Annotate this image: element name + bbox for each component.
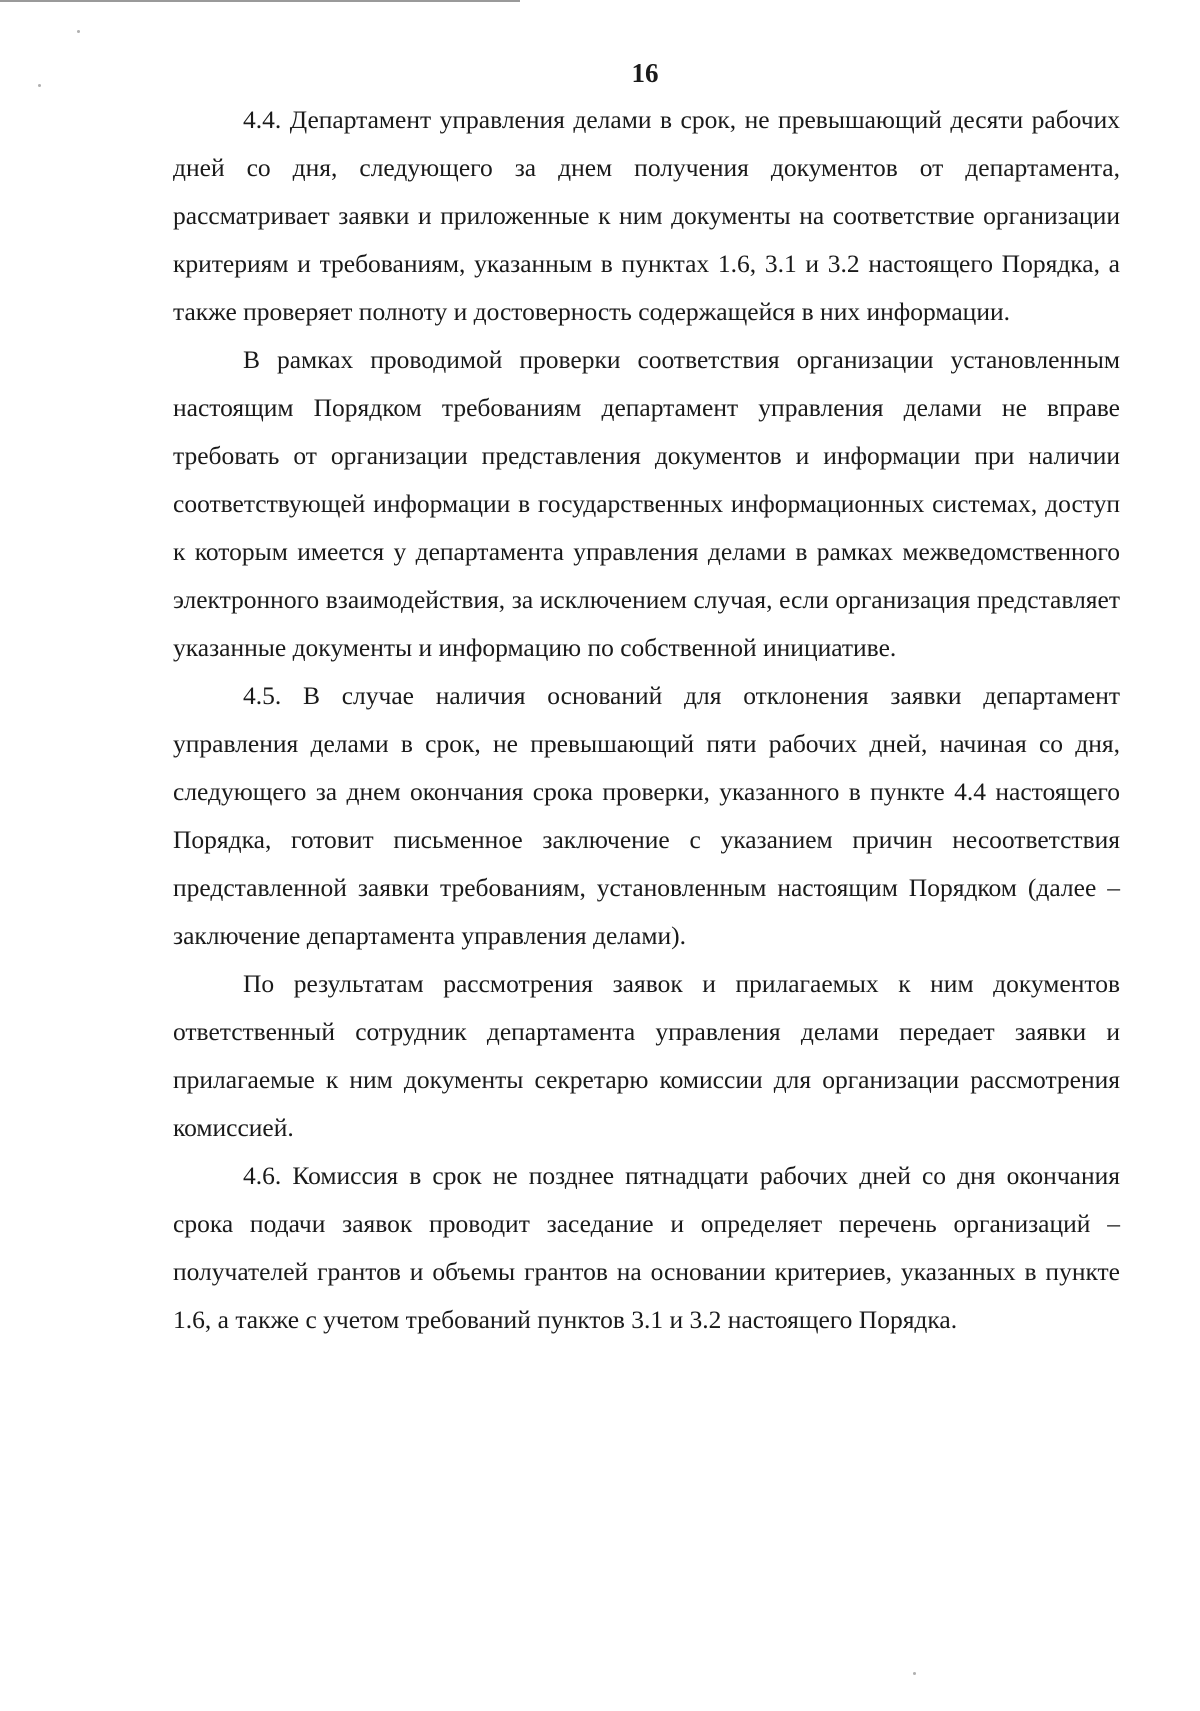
paragraph-inspection-scope: В рамках проводимой проверки соответствия организации установленным настоящим Порядком требованиям департамент управления делами не вправе требовать от организации представления документов и информации при наличии соответствующей информации в государственных информационных системах, доступ к которым имеется у департамента управления делами в рамках межведомственного электронного взаимодействия, за исключением случая, если организация представляет указанные документы и информацию по собственной инициативе. [173,345,1120,662]
document-body [173,96,1120,1344]
paragraph-review-results: По результатам рассмотрения заявок и прилагаемых к ним документов ответственный сотрудник департамента управления делами передает заявки и прилагаемые к ним документы секретарю комиссии для организации рассмотрения комиссией. [173,969,1120,1142]
page-number: 16 [631,58,659,88]
scan-edge-line [0,0,520,2]
paragraph-4-6: 4.6. Комиссия в срок не позднее пятнадцати рабочих дней со дня окончания срока подачи заявок проводит заседание и определяет перечень организаций – получателей грантов и объемы грантов на основании критериев, указанных в пункте 1.6, а также с учетом требований пунктов 3.1 и 3.2 настоящего Порядка. [173,1161,1120,1334]
paragraph-4-5: 4.5. В случае наличия оснований для отклонения заявки департамент управления делами в срок, не превышающий пяти рабочих дней, начиная со дня, следующего за днем окончания срока проверки, указанного в пункте 4.4 настоящего Порядка, готовит письменное заключение с указанием причин несоответствия представленной заявки требованиям, установленным настоящим Порядком (далее – заключение департамента управления делами). [173,681,1120,950]
scan-speck [77,30,80,33]
paragraph-4-4: 4.4. Департамент управления делами в срок, не превышающий десяти рабочих дней со дня, следующего за днем получения документов от департамента, рассматривает заявки и приложенные к ним документы на соответствие организации критериям и требованиям, указанным в пунктах 1.6, 3.1 и 3.2 настоящего Порядка, а также проверяет полноту и достоверность содержащейся в них информации. [173,105,1120,326]
scan-speck [913,1672,916,1675]
